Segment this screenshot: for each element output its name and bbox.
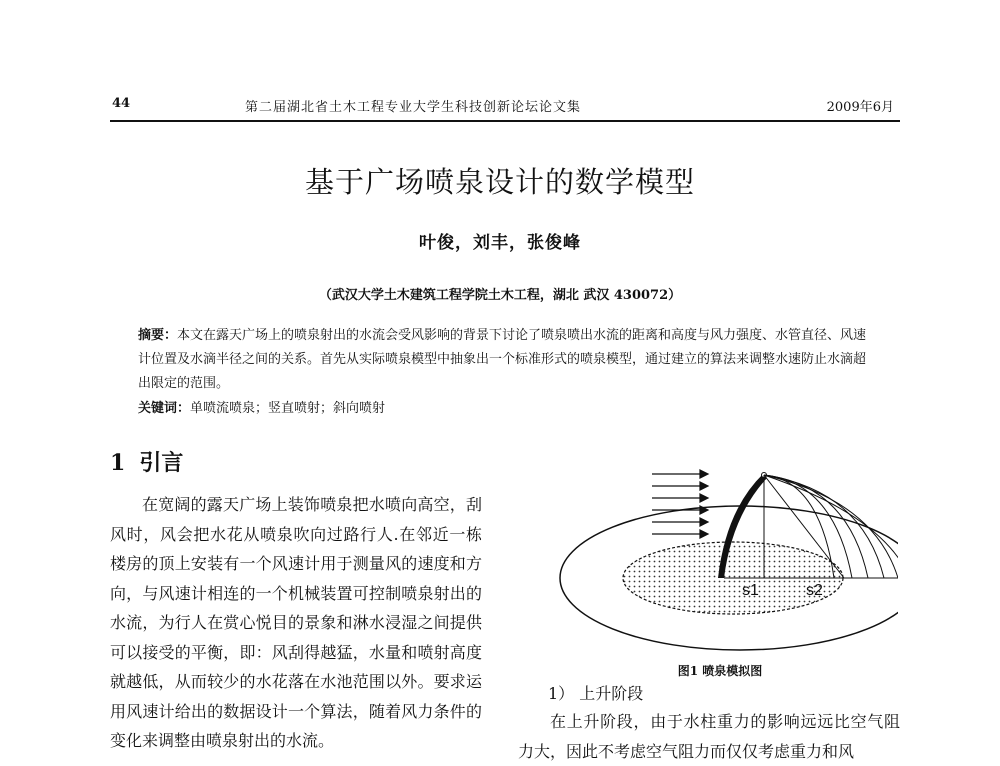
wind-arrows (652, 470, 708, 538)
affiliation: （武汉大学土木建筑工程学院土木工程，湖北 武汉 430072） (318, 288, 682, 303)
page-number: 44 (112, 96, 131, 111)
conference-title: 第二届湖北省土木工程专业大学生科技创新论坛论文集 (245, 100, 582, 115)
intro-paragraph: 在宽阔的露天广场上装饰喷泉把水喷向高空，刮风时，风会把水花从喷泉吹向过路行人.在邻近一栋楼房的顶上安装有一个风速计用于测量风的速度和方向，与风速计相连的一个机械装置可控制喷泉射出的水流，为行人在赏心悦目的景象和淋水浸湿之间提供可以接受的平衡，即：风刮得越猛，水量和喷射高度就越低，从而较少的水花落在水池范围以外。要求运用风速计给出的数据设计一个算法，随着风力条件的变化来调整由喷泉射出的水流。 (110, 495, 482, 750)
subsection-heading: 1） 上升阶段 (548, 684, 644, 703)
abstract-text: 本文在露天广场上的喷泉射出的水流会受风影响的背景下讨论了喷泉喷出水流的距离和高度与风力强度、水管直径、风速计位置及水滴半径之间的关系。首先从实际喷泉模型中抽象出一个标准形式的喷泉模型，通过建立的算法来调整水速防止水滴超出限定的范围。 (138, 328, 867, 391)
label-s1: s1 (742, 582, 759, 599)
abstract-label: 摘要： (138, 328, 178, 343)
section-number: 1 (110, 450, 126, 476)
keywords-text: 单喷流喷泉；竖直喷射；斜向喷射 (190, 401, 386, 416)
paper-title: 基于广场喷泉设计的数学模型 (304, 165, 695, 199)
figure-caption: 图1 喷泉模拟图 (677, 664, 763, 678)
section-heading (110, 446, 183, 477)
publication-date: 2009年6月 (826, 100, 894, 115)
authors: 叶俊，刘丰，张俊峰 (419, 233, 581, 253)
keywords-label: 关键词： (138, 401, 191, 416)
running-header (110, 94, 900, 122)
keywords (138, 397, 878, 421)
abstract (138, 324, 878, 396)
label-s2: s2 (806, 582, 823, 599)
fountain-diagram (548, 460, 898, 660)
section-title: 引言 (139, 450, 184, 476)
right-paragraph: 在上升阶段，由于水柱重力的影响远远比空气阻力大，因此不考虑空气阻力而仅仅考虑重力和风 (518, 712, 900, 761)
